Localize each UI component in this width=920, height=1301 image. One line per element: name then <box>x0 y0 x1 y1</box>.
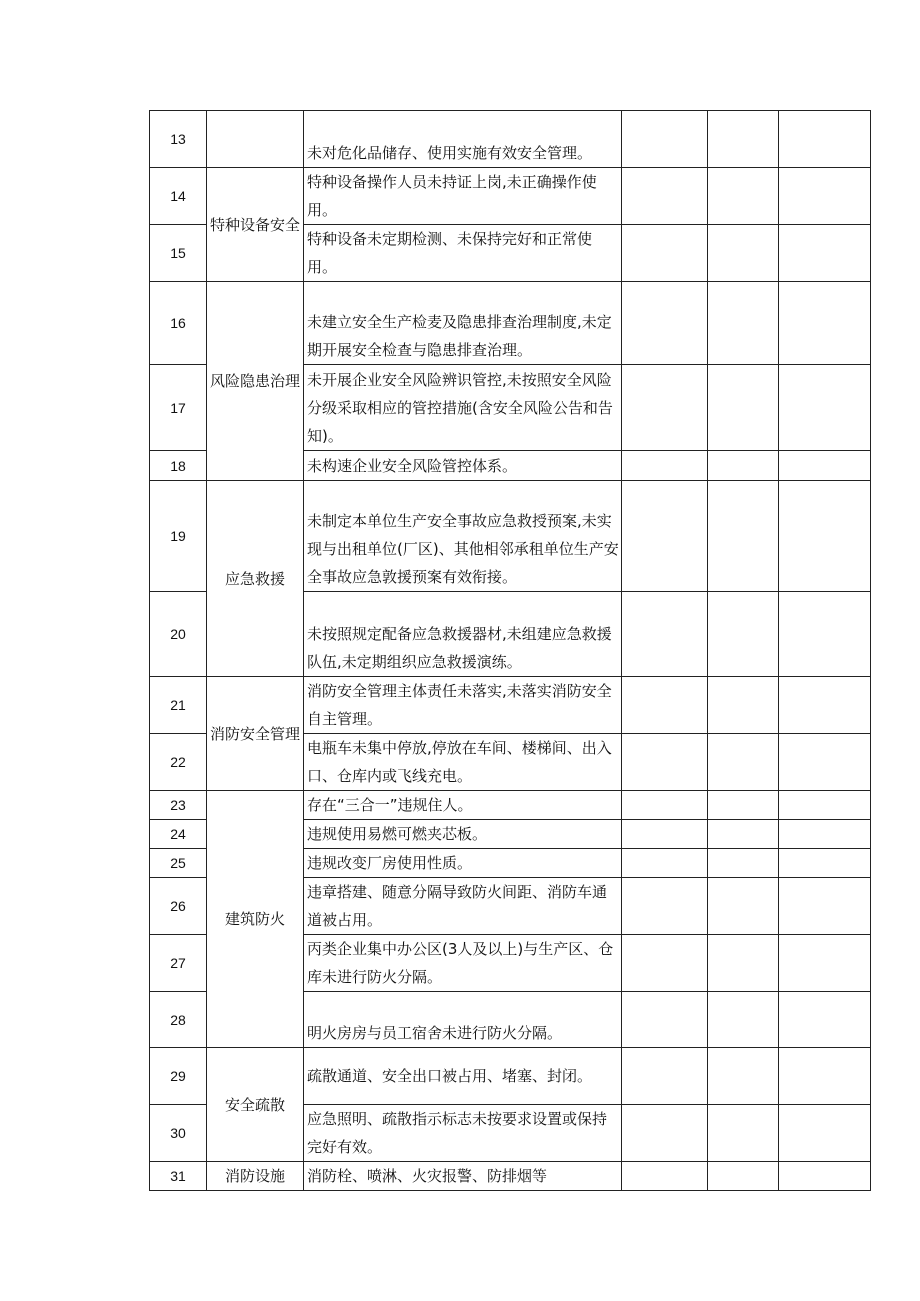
blank-cell <box>708 481 779 592</box>
blank-cell <box>779 1048 871 1105</box>
row-number: 24 <box>150 820 207 849</box>
category-evacuation: 安全疏散 <box>207 1048 304 1162</box>
row-number: 19 <box>150 481 207 592</box>
blank-cell <box>708 992 779 1048</box>
item-cell: 存在“三合一”违规住人。 <box>304 791 622 820</box>
category-emergency-rescue: 应急救援 <box>207 481 304 677</box>
blank-cell <box>708 820 779 849</box>
blank-cell <box>622 849 708 878</box>
blank-cell <box>779 820 871 849</box>
row-number: 17 <box>150 365 207 451</box>
blank-cell <box>622 592 708 677</box>
blank-cell <box>622 677 708 734</box>
row-number: 18 <box>150 451 207 481</box>
blank-cell <box>779 592 871 677</box>
item-cell: 未制定本单位生产安全事故应急救授预案,未实现与出租单位(厂区)、其他相邻承租单位生产安全事故应急敦援预案有效衔接。 <box>304 481 622 592</box>
table-row <box>150 111 871 168</box>
table-row <box>150 1048 871 1105</box>
item-cell: 未构速企业安全风险管控体系。 <box>304 451 622 481</box>
row-number: 21 <box>150 677 207 734</box>
blank-cell <box>622 365 708 451</box>
blank-cell <box>708 1162 779 1191</box>
inspection-table-page <box>149 110 871 1191</box>
row-number: 22 <box>150 734 207 791</box>
blank-cell <box>708 791 779 820</box>
blank-cell <box>622 1048 708 1105</box>
blank-cell <box>622 282 708 365</box>
item-cell: 电瓶车未集中停放,停放在车间、楼梯间、出入口、仓库内或飞线充电。 <box>304 734 622 791</box>
blank-cell <box>779 677 871 734</box>
blank-cell <box>708 365 779 451</box>
item-cell: 明火房房与员工宿舍未进行防火分隔。 <box>304 992 622 1048</box>
blank-cell <box>779 734 871 791</box>
row-number: 27 <box>150 935 207 992</box>
item-cell: 应急照明、疏散指示标志未按要求设置或保持完好有效。 <box>304 1105 622 1162</box>
category-special-equipment: 特种设备安全 <box>207 168 304 282</box>
row-number: 25 <box>150 849 207 878</box>
blank-cell <box>708 225 779 282</box>
row-number: 28 <box>150 992 207 1048</box>
inspection-table <box>149 110 871 1191</box>
row-number: 26 <box>150 878 207 935</box>
blank-cell <box>779 481 871 592</box>
blank-cell <box>708 677 779 734</box>
blank-cell <box>622 225 708 282</box>
table-row <box>150 481 871 592</box>
blank-cell <box>779 878 871 935</box>
blank-cell <box>779 168 871 225</box>
item-cell: 未按照规定配备应急救援器材,未组建应急救援队伍,未定期组织应急救援演练。 <box>304 592 622 677</box>
category-fire-management: 消防安全管理 <box>207 677 304 791</box>
blank-cell <box>779 282 871 365</box>
blank-cell <box>708 935 779 992</box>
row-number: 31 <box>150 1162 207 1191</box>
row-number: 14 <box>150 168 207 225</box>
blank-cell <box>622 451 708 481</box>
blank-cell <box>708 282 779 365</box>
blank-cell <box>622 791 708 820</box>
blank-cell <box>779 849 871 878</box>
blank-cell <box>708 451 779 481</box>
item-cell: 疏散通道、安全出口被占用、堵塞、封闭。 <box>304 1048 622 1105</box>
item-cell: 特种设备未定期检测、未保持完好和正常使用。 <box>304 225 622 282</box>
blank-cell <box>622 1162 708 1191</box>
blank-cell <box>622 820 708 849</box>
blank-cell <box>708 168 779 225</box>
blank-cell <box>622 1105 708 1162</box>
item-cell: 违章搭建、随意分隔导致防火间距、消防车通道被占用。 <box>304 878 622 935</box>
item-cell: 未建立安全生产检麦及隐患排查治理制度,未定期开展安全检查与隐患排查治理。 <box>304 282 622 365</box>
table-row <box>150 677 871 734</box>
blank-cell <box>622 111 708 168</box>
blank-cell <box>708 111 779 168</box>
item-cell: 丙类企业集中办公区(3人及以上)与生产区、仓库未进行防火分隔。 <box>304 935 622 992</box>
item-cell: 未开展企业安全风险辨识管控,未按照安全风险分级采取相应的管控措施(含安全风险公告和告知)。 <box>304 365 622 451</box>
row-number: 29 <box>150 1048 207 1105</box>
blank-cell <box>708 849 779 878</box>
blank-cell <box>779 1162 871 1191</box>
row-number: 16 <box>150 282 207 365</box>
category-building-fire: 建筑防火 <box>207 791 304 1048</box>
item-cell: 消防栓、喷淋、火灾报警、防排烟等 <box>304 1162 622 1191</box>
item-cell: 违规使用易燃可燃夹芯板。 <box>304 820 622 849</box>
blank-cell <box>779 1105 871 1162</box>
row-number: 23 <box>150 791 207 820</box>
blank-cell <box>708 1048 779 1105</box>
blank-cell <box>622 168 708 225</box>
table-row <box>150 282 871 365</box>
blank-cell <box>779 451 871 481</box>
blank-cell <box>622 992 708 1048</box>
row-number: 20 <box>150 592 207 677</box>
blank-cell <box>622 935 708 992</box>
blank-cell <box>708 734 779 791</box>
item-cell: 特种设备操作人员未持证上岗,未正确操作使用。 <box>304 168 622 225</box>
table-row <box>150 168 871 225</box>
blank-cell <box>622 734 708 791</box>
row-number: 13 <box>150 111 207 168</box>
blank-cell <box>622 878 708 935</box>
table-row <box>150 791 871 820</box>
row-number: 15 <box>150 225 207 282</box>
blank-cell <box>779 935 871 992</box>
category-cell <box>207 111 304 168</box>
table-row <box>150 1162 871 1191</box>
category-fire-facilities: 消防设施 <box>207 1162 304 1191</box>
blank-cell <box>779 791 871 820</box>
item-cell: 未对危化品储存、使用实施有效安全管理。 <box>304 111 622 168</box>
blank-cell <box>622 481 708 592</box>
blank-cell <box>779 111 871 168</box>
blank-cell <box>708 878 779 935</box>
blank-cell <box>779 992 871 1048</box>
item-cell: 违规改变厂房使用性质。 <box>304 849 622 878</box>
category-risk-hazard: 风险隐患治理 <box>207 282 304 481</box>
row-number: 30 <box>150 1105 207 1162</box>
blank-cell <box>708 592 779 677</box>
blank-cell <box>779 365 871 451</box>
item-cell: 消防安全管理主体责任未落实,未落实消防安全自主管理。 <box>304 677 622 734</box>
blank-cell <box>779 225 871 282</box>
blank-cell <box>708 1105 779 1162</box>
